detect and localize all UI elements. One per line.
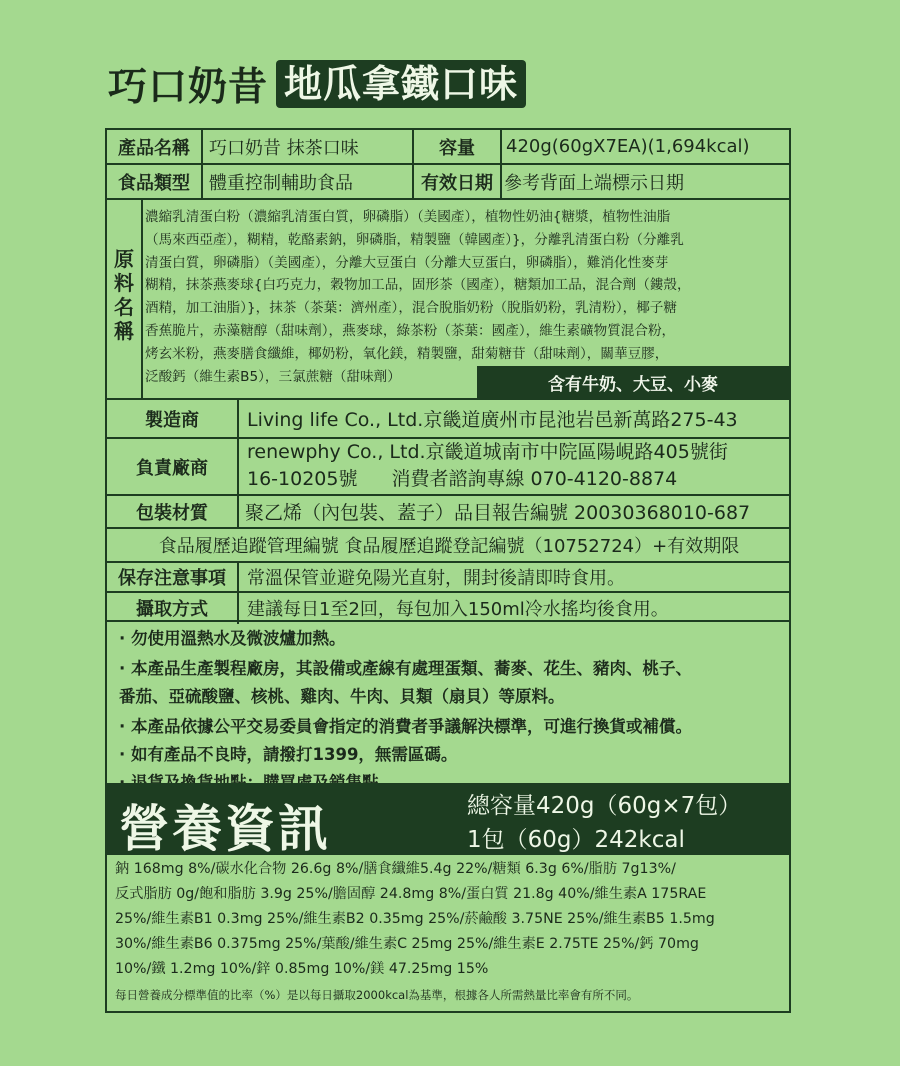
maker-value: Living life Co., Ltd.京畿道廣州市昆池岩邑新萬路275-43 — [247, 409, 738, 431]
nutrition-total: 總容量420g（60g×7包） — [467, 793, 742, 819]
allergen-badge: 含有牛奶、大豆、小麥 — [477, 366, 789, 398]
nutrition-per-pack: 1包（60g）242kcal — [467, 827, 685, 853]
capacity-value: 420g(60gX7EA)(1,694kcal) — [506, 136, 750, 157]
warnings-section — [105, 620, 791, 785]
expiry-label: 有效日期 — [421, 173, 493, 194]
product-name-label: 產品名稱 — [118, 137, 190, 159]
nutrition-footnote: 每日營養成分標準值的比率（%）是以每日攝取2000kcal為基準，根據各人所需熱量比率會有所不同。 — [115, 988, 639, 1002]
nutrition-header — [105, 783, 791, 858]
packaging-label: 包裝材質 — [136, 502, 208, 524]
nutrition-line: 鈉 168mg 8%/碳水化合物 26.6g 8%/膳食纖維5.4g 22%/糖類 6.3g 6%/脂肪 7g13%/ — [115, 861, 676, 877]
nutrition-title: 營養資訊 — [119, 800, 331, 858]
nutrition-line: 30%/維生素B6 0.375mg 25%/葉酸/維生素C 25mg 25%/維生素E 2.75TE 25%/鈣 70mg — [115, 936, 699, 952]
nutrition-line: 10%/鐵 1.2mg 10%/鋅 0.85mg 10%/鎂 47.25mg 15% — [115, 961, 489, 977]
storage-label: 保存注意事項 — [118, 568, 226, 589]
ingredients-label: 原 料 名 稱 — [114, 247, 134, 343]
ingredients-section — [105, 198, 791, 400]
intake-label: 攝取方式 — [136, 598, 208, 620]
ingredients-text: 濃縮乳清蛋白粉（濃縮乳清蛋白質，卵磷脂）（美國產），植物性奶油{糖漿，植物性油脂 （馬來西亞產），糊精，乾酪素鈉，卵磷脂，精製鹽（韓國產）}，分離乳清蛋白粉（分離乳 清蛋白質，卵磷脂）（美國產），分離大豆蛋白（分離大豆蛋白，卵磷脂），難消化性麥芽 糊精，抹茶燕麥球{白巧克力，穀物加工品，固形茶（國產），糖類加工品，混合劑（鏤殼， 酒精，加工油脂）}，抹茶（茶葉：濟州產），混合脫脂奶粉（脫脂奶粉，乳清粉），椰子糖 香蕉脆片，赤藻糖醇（甜味劑），燕麥球，綠茶粉（茶葉：國產），維生素礦物質混合粉， 烤玄米粉，燕麥膳食纖維，椰奶粉，氧化鎂，精製鹽，甜菊糖苷（甜味劑），關華豆膠， 泛酸鈣（維生素B5），三氯蔗糖（甜味劑） — [145, 209, 691, 385]
product-name-value: 巧口奶昔 抹茶口味 — [209, 137, 359, 159]
maker-label: 製造商 — [145, 409, 199, 431]
traceability-text: 食品履歷追蹤管理編號 食品履歷追蹤登記編號（10752724）+有效期限 — [158, 536, 740, 557]
storage-value: 常溫保管並避免陽光直射，開封後請即時食用。 — [247, 568, 625, 589]
flavor-badge: 地瓜拿鐵口味 — [276, 60, 526, 108]
food-type-value: 體重控制輔助食品 — [209, 173, 353, 194]
info-table-bottom — [105, 398, 791, 622]
warning-item: · 本產品生產製程廠房，其設備或產線有處理蛋類、蕎麥、花生、豬肉、桃子、 — [119, 659, 693, 678]
warning-item: 番茄、亞硫酸鹽、核桃、雞肉、牛肉、貝類（扇貝）等原料。 — [119, 687, 565, 706]
nutrition-body — [105, 855, 791, 1013]
nutrition-line: 25%/維生素B1 0.3mg 25%/維生素B2 0.35mg 25%/菸鹼酸 3.75NE 25%/維生素B5 1.5mg — [115, 911, 715, 927]
responsible-value: renewphy Co., Ltd.京畿道城南市中院區陽峴路405號街 16-10205號 消費者諮詢專線 070-4120-8874 — [247, 441, 728, 490]
info-table-top — [105, 128, 791, 200]
intake-value: 建議每日1至2回，每包加入150ml冷水搖均後食用。 — [247, 598, 669, 620]
food-type-label: 食品類型 — [118, 173, 190, 194]
warning-item: · 如有產品不良時，請撥打1399，無需區碼。 — [119, 745, 458, 764]
nutrition-line: 反式脂肪 0g/飽和脂肪 3.9g 25%/膽固醇 24.8mg 8%/蛋白質 21.8g 40%/維生素A 175RAE — [115, 886, 707, 902]
capacity-label: 容量 — [439, 137, 475, 159]
expiry-value: 參考背面上端標示日期 — [504, 173, 684, 194]
packaging-value: 聚乙烯（內包裝、蓋子）品目報告編號 20030368010-687 — [245, 502, 751, 524]
brand-name: 巧口奶昔 — [108, 65, 269, 110]
responsible-label: 負責廠商 — [136, 457, 208, 479]
product-title — [108, 60, 526, 108]
warning-item: · 勿使用溫熱水及微波爐加熱。 — [119, 629, 346, 648]
warning-item: · 本產品依據公平交易委員會指定的消費者爭議解決標準，可進行換貨或補償。 — [119, 717, 693, 736]
